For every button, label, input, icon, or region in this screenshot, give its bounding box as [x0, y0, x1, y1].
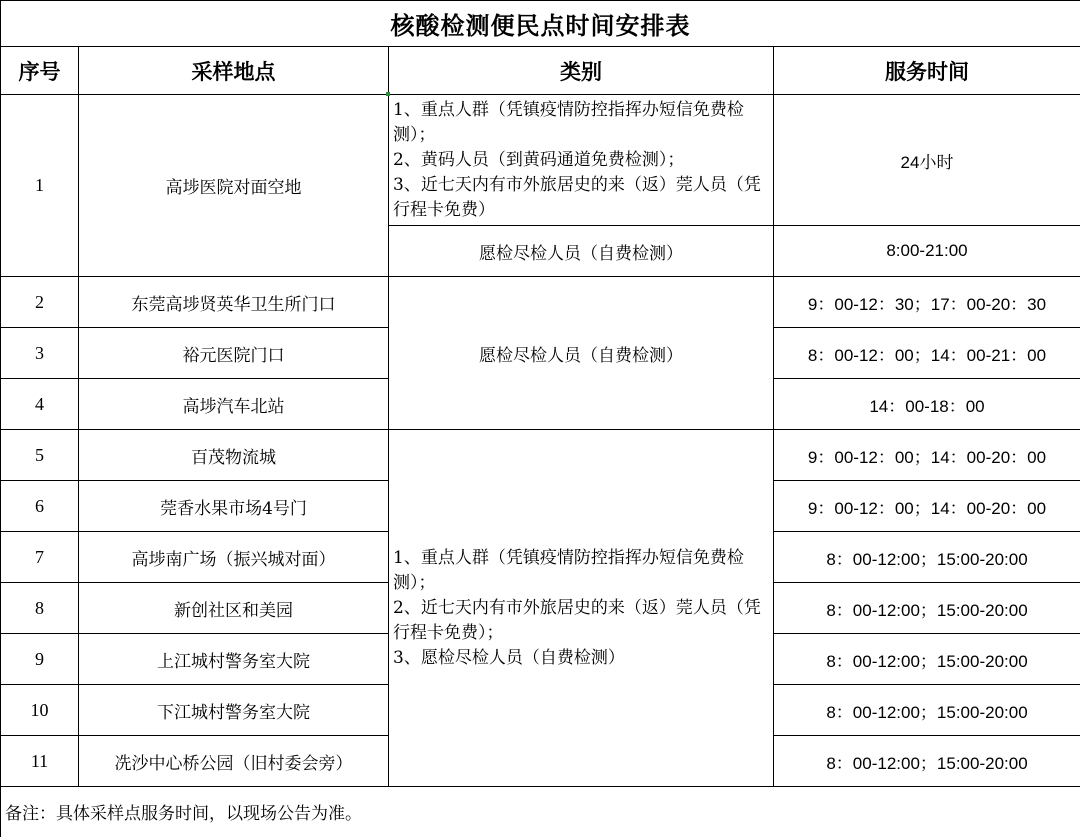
header-service-time: 服务时间	[774, 47, 1080, 95]
header-location: 采样地点	[79, 47, 389, 95]
row-location: 高埗汽车北站	[79, 379, 389, 430]
row-location: 冼沙中心桥公园（旧村委会旁）	[79, 736, 389, 787]
category-line: 2、黄码人员（到黄码通道免费检测）；	[393, 148, 769, 173]
row-location: 裕元医院门口	[79, 328, 389, 379]
category-cell: 愿检尽检人员（自费检测）	[389, 277, 774, 430]
category-cell	[389, 95, 774, 226]
row-time: 9：00-12：30；17：00-20：30	[774, 277, 1080, 328]
row-time: 8：00-12:00；15:00-20:00	[774, 685, 1080, 736]
row-location: 百茂物流城	[79, 430, 389, 481]
row-no: 7	[1, 532, 79, 583]
row-location: 上江城村警务室大院	[79, 634, 389, 685]
table-row	[1, 277, 1080, 328]
row-time: 24小时	[774, 95, 1080, 226]
row-no: 10	[1, 685, 79, 736]
row-no: 1	[1, 95, 79, 277]
row-location: 高埗医院对面空地	[79, 95, 389, 277]
table-title: 核酸检测便民点时间安排表	[1, 1, 1080, 47]
table-row	[1, 430, 1080, 481]
row-time: 14：00-18：00	[774, 379, 1080, 430]
row-time: 8：00-12:00；15:00-20:00	[774, 736, 1080, 787]
footnote: 备注：具体采样点服务时间，以现场公告为准。	[1, 787, 1080, 837]
cell-comment-marker	[386, 92, 390, 96]
header-category: 类别	[389, 47, 774, 95]
row-location: 新创社区和美园	[79, 583, 389, 634]
row-time: 8：00-12:00；15:00-20:00	[774, 634, 1080, 685]
category-line: 3、近七天内有市外旅居史的来（返）莞人员（凭行程卡免费）	[393, 173, 769, 223]
row-time: 8：00-12:00；15:00-20:00	[774, 532, 1080, 583]
row-no: 4	[1, 379, 79, 430]
row-location: 莞香水果市场4号门	[79, 481, 389, 532]
category-line: 2、近七天内有市外旅居史的来（返）莞人员（凭行程卡免费）；	[393, 596, 769, 646]
row-no: 11	[1, 736, 79, 787]
note-row	[1, 787, 1080, 837]
category-cell: 愿检尽检人员（自费检测）	[389, 226, 774, 277]
category-line: 1、重点人群（凭镇疫情防控指挥办短信免费检测）；	[393, 98, 769, 148]
row-location: 东莞高埗贤英华卫生所门口	[79, 277, 389, 328]
row-no: 6	[1, 481, 79, 532]
row-location: 高埗南广场（振兴城对面）	[79, 532, 389, 583]
row-time: 8：00-12:00；15:00-20:00	[774, 583, 1080, 634]
row-no: 3	[1, 328, 79, 379]
row-no: 2	[1, 277, 79, 328]
row-time: 8：00-12：00；14：00-21：00	[774, 328, 1080, 379]
category-line: 1、重点人群（凭镇疫情防控指挥办短信免费检测）；	[393, 546, 769, 596]
row-no: 9	[1, 634, 79, 685]
row-no: 5	[1, 430, 79, 481]
row-time: 9：00-12：00；14：00-20：00	[774, 430, 1080, 481]
row-no: 8	[1, 583, 79, 634]
row-time: 9：00-12：00；14：00-20：00	[774, 481, 1080, 532]
header-row	[1, 47, 1080, 95]
row-time: 8:00-21:00	[774, 226, 1080, 277]
category-cell	[389, 430, 774, 787]
header-no: 序号	[1, 47, 79, 95]
row-location: 下江城村警务室大院	[79, 685, 389, 736]
table-row	[1, 95, 1080, 226]
category-line: 3、愿检尽检人员（自费检测）	[393, 646, 769, 671]
